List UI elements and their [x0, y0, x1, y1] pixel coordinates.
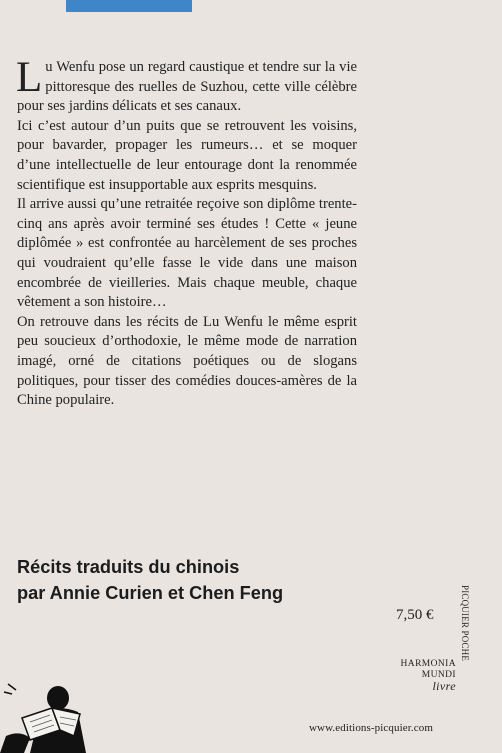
- price-label: 7,50 €: [396, 607, 434, 623]
- reading-figure-illustration: [0, 678, 120, 753]
- distributor-logo: [366, 659, 456, 692]
- publisher-imprint-vertical: [458, 585, 472, 703]
- color-tab: [66, 0, 192, 12]
- translator-credit: [17, 554, 357, 606]
- blurb-paragraph-1: [16, 54, 357, 117]
- blurb-paragraph-1-text: u Wenfu pose un regard caustique et tendre sur la vie pittoresque des ruelles de Suzhou, cette ville célèbre pour ses jardins délicats et ses canaux.: [17, 59, 357, 115]
- drop-cap: L: [16, 54, 43, 101]
- distributor-name: HARMONIA MUNDI: [400, 659, 456, 680]
- blurb-paragraph-2: Ici c’est autour d’un puits que se retrouvent les voisins, pour bavarder, propager les rumeurs… et se moquer d’une intellectuelle de leur entourage dont la renommée scientifique est insupportable aux esprits mesquins.: [17, 117, 357, 193]
- imprint-text: PICQUIER POCHE: [460, 585, 470, 662]
- credit-line-1: Récits traduits du chinois: [17, 557, 240, 577]
- publisher-website: www.editions-picquier.com: [309, 722, 433, 734]
- blurb-paragraph-3: Il arrive aussi qu’une retraitée reçoive son diplôme trente-cinq ans après avoir terminé ses études ! Cette « jeune diplômée » est confrontée au harcèlement de ses proches qui voudraient qu’elle fasse le vide dans une maison encombrée de vieilleries. Mais chaque meuble, chaque vêtement a son histoire…: [17, 196, 357, 311]
- blurb-paragraph-4: On retrouve dans les récits de Lu Wenfu le même esprit peu soucieux d’orthodoxie, le même mode de narration imagé, orné de citations poétiques ou de slogans politiques, pour tisser des comédies douces-amères de la Chine populaire.: [17, 313, 357, 409]
- distributor-sub: livre: [432, 679, 456, 693]
- credit-line-2: par Annie Curien et Chen Feng: [17, 583, 284, 603]
- back-cover-blurb: [16, 54, 357, 411]
